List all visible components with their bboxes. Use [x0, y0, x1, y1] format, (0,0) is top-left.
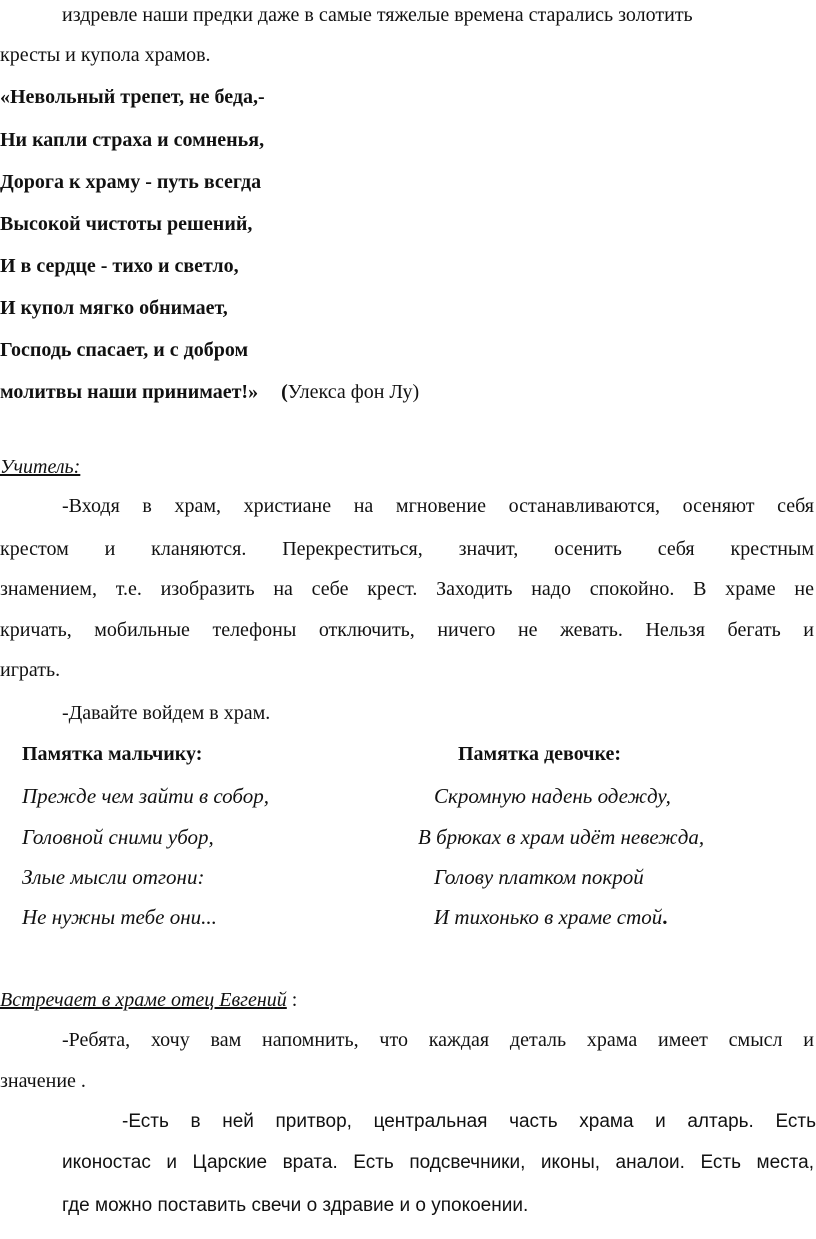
poem-line: Высокой чистоты решений, — [0, 213, 253, 235]
poem-line: И купол мягко обнимает, — [0, 297, 228, 319]
poem-last-line-with-author — [0, 379, 419, 405]
teacher-paragraph-line: -Входя в храм, христиане на мгновение останавливаются, осеняют себя — [62, 495, 814, 517]
memo-boy-line: Не нужны тебе они... — [22, 905, 217, 929]
memo-girl-line: Голову платком покрой — [434, 865, 644, 889]
priest-sans-line: где можно поставить свечи о здравие и о упокоении. — [62, 1195, 529, 1216]
memo-girl-last-line — [434, 904, 668, 931]
priest-label: Встречает в храме отец Евгений — [0, 989, 287, 1011]
priest-sans-line: -Есть в ней притвор, центральная часть храма и алтарь. Есть — [122, 1111, 816, 1132]
poem-line: Дорога к храму - путь всегда — [0, 171, 262, 193]
teacher-invite: -Давайте войдем в храм. — [62, 702, 271, 724]
memo-boy-line: Прежде чем зайти в собор, — [22, 784, 269, 808]
priest-sans-line: иконостас и Царские врата. Есть подсвечники, иконы, аналои. Есть места, — [62, 1152, 814, 1173]
poem-line: И в сердце - тихо и светло, — [0, 255, 239, 277]
intro-line-1: издревле наши предки даже в самые тяжелые времена старались золотить — [62, 4, 693, 26]
memo-girl-title: Памятка девочке: — [458, 743, 622, 765]
poem-line: Господь спасает, и с добром — [0, 339, 249, 361]
poem-line: «Невольный трепет, не беда,- — [0, 86, 265, 108]
teacher-paragraph-line: играть. — [0, 659, 61, 681]
memo-boy-line: Злые мысли отгони: — [22, 865, 205, 889]
memo-boy-title: Памятка мальчику: — [22, 743, 203, 765]
teacher-paragraph-line: крестом и кланяются. Перекреститься, значит, осенить себя крестным — [0, 538, 814, 560]
poem-line: молитвы наши принимает!» — [0, 381, 259, 403]
memo-girl-line: Скромную надень одежду, — [434, 784, 671, 808]
priest-paragraph-line: значение . — [0, 1070, 86, 1092]
author-paren: ( — [281, 381, 288, 403]
memo-girl-line: И тихонько в храме стой — [434, 905, 663, 929]
teacher-paragraph-line: кричать, мобильные телефоны отключить, ничего не жевать. Нельзя бегать и — [0, 619, 814, 641]
memo-girl-dot: . — [662, 905, 668, 929]
priest-heading — [0, 987, 297, 1013]
teacher-label: Учитель: — [0, 456, 81, 478]
poem-author: Улекса фон Лу) — [287, 381, 420, 403]
priest-paragraph-line: -Ребята, хочу вам напомнить, что каждая деталь храма имеет смысл и — [62, 1029, 814, 1051]
memo-boy-line: Головной сними убор, — [22, 825, 214, 849]
memo-girl-line: В брюках в храм идёт невежда, — [418, 825, 705, 849]
intro-line-2: кресты и купола храмов. — [0, 44, 211, 66]
poem-line: Ни капли страха и сомненья, — [0, 129, 265, 151]
priest-colon: : — [286, 989, 298, 1011]
teacher-paragraph-line: знамением, т.е. изобразить на себе крест. Заходить надо спокойно. В храме не — [0, 578, 814, 600]
